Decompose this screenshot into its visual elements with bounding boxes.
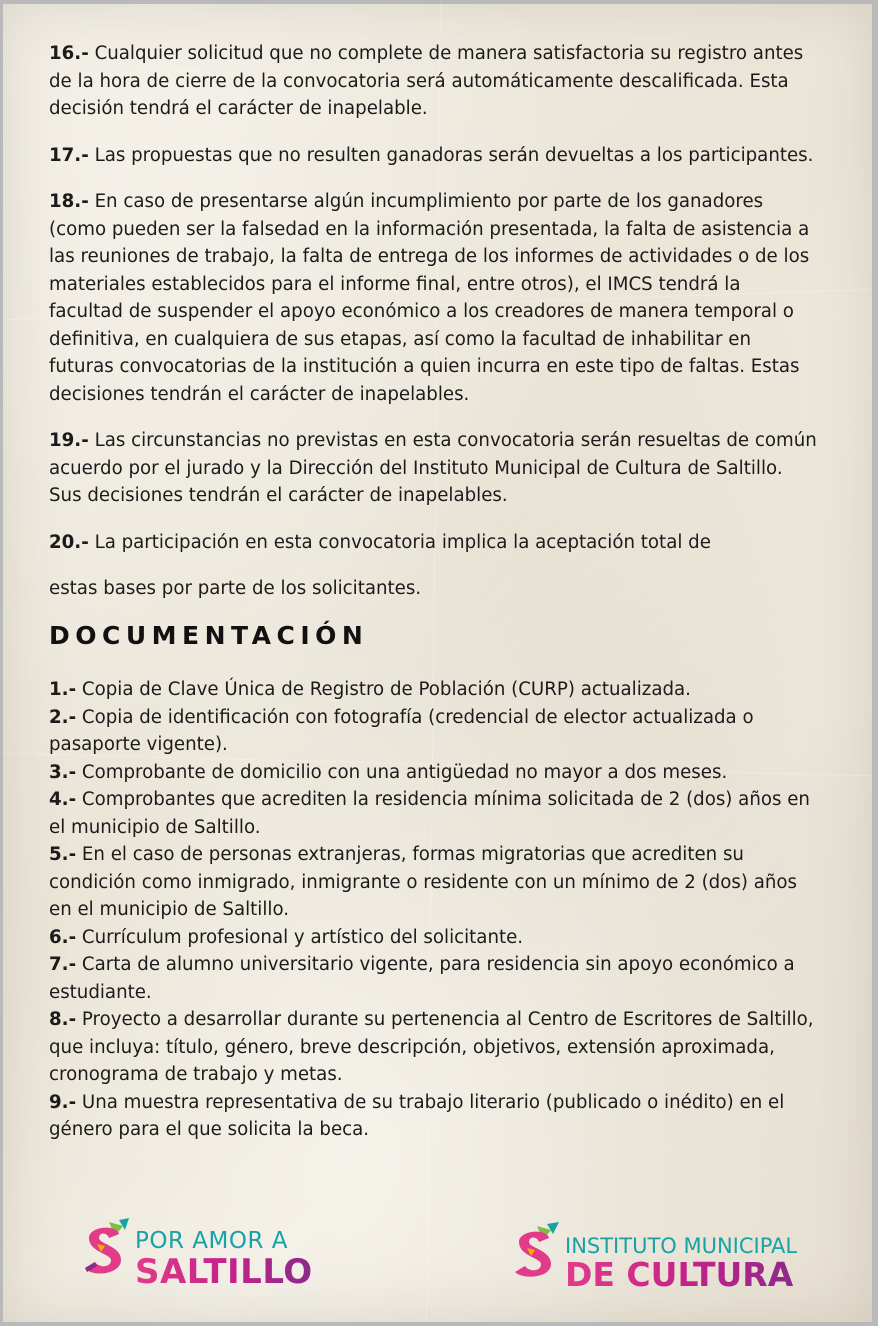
doc-item-1: 1.- Copia de Clave Única de Registro de Población (CURP) actualizada. [49, 679, 691, 700]
doc-item-3: 3.- Comprobante de domicilio con una antigüedad no mayor a dos meses. [49, 761, 728, 783]
doc-item-4: 4.- Comprobantes que acrediten la residencia mínima solicitada de 2 (dos) años en el municipio de Saltillo. [49, 789, 810, 838]
instituto-municipal-de-cultura-logo [509, 1216, 797, 1292]
doc-item-2: 2.- Copia de identificación con fotografía (credencial de elector actualizada o pasaporte vigente). [49, 706, 754, 755]
saltillo-s-icon [79, 1216, 131, 1282]
por-amor-a-saltillo-logo [79, 1216, 313, 1290]
document-content [49, 40, 817, 1144]
logo-left-line1: POR AMOR A [135, 1228, 288, 1254]
doc-item-9: 9.- Una muestra representativa de su trabajo literario (publicado o inédito) en el género para el que solicita la beca. [49, 1091, 785, 1140]
logo-right-line2: DE CULTURA [565, 1258, 797, 1292]
clause-16: 16.- Cualquier solicitud que no complete de manera satisfactoria su registro antes de la hora de cierre de la convocatoria será automáticamente descalificada. Esta decisión tendrá el carácter de inapelable. [49, 43, 804, 119]
clause-20: 20.- La participación en esta convocatoria implica la aceptación total de estas bases por parte de los solicitantes. [49, 531, 711, 599]
doc-item-6: 6.- Currículum profesional y artístico del solicitante. [49, 926, 524, 948]
clause-18: 18.- En caso de presentarse algún incumplimiento por parte de los ganadores (como pueden ser la falsedad en la información presentada, la falta de asistencia a las reuniones de trabajo, la falta de entrega de los informes de actividades o de los materiales establecidos para el informe final, entre otros), el IMCS tendrá la facultad de suspender el apoyo económico a los creadores de manera temporal o definitiva, en cualquiera de sus etapas, así como la facultad de inhabilitar en futuras convocatorias de la institución a quien incurra en este tipo de faltas. Estas decisiones tendrán el carácter de inapelables. [49, 191, 810, 405]
doc-item-7: 7.- Carta de alumno universitario vigente, para residencia sin apoyo económico a estudiante. [49, 954, 795, 1003]
clause-19: 19.- Las circunstancias no previstas en esta convocatoria serán resueltas de común acuerdo por el jurado y la Dirección del Instituto Municipal de Cultura de Saltillo. Sus decisiones tendrán el carácter de inapelables. [49, 430, 817, 506]
doc-item-5: 5.- En el caso de personas extranjeras, formas migratorias que acrediten su condición como inmigrado, inmigrante o residente con un mínimo de 2 (dos) años en el municipio de Saltillo. [49, 844, 797, 920]
logo-left-line2: SALTILLO [135, 1252, 313, 1292]
document-page [3, 4, 872, 1322]
doc-item-8: 8.- Proyecto a desarrollar durante su pertenencia al Centro de Escritores de Saltillo, que incluya: título, género, breve descripción, objetivos, extensión aproximada, cronograma de trabajo y metas. [49, 1009, 814, 1085]
section-heading: DOCUMENTACIÓN [49, 620, 369, 650]
clause-17: 17.- Las propuestas que no resulten ganadoras serán devueltas a los participantes. [49, 144, 814, 166]
logo-right-line1: INSTITUTO MUNICIPAL [565, 1234, 798, 1258]
cultura-s-icon [509, 1216, 561, 1282]
footer-logos [3, 1216, 872, 1296]
